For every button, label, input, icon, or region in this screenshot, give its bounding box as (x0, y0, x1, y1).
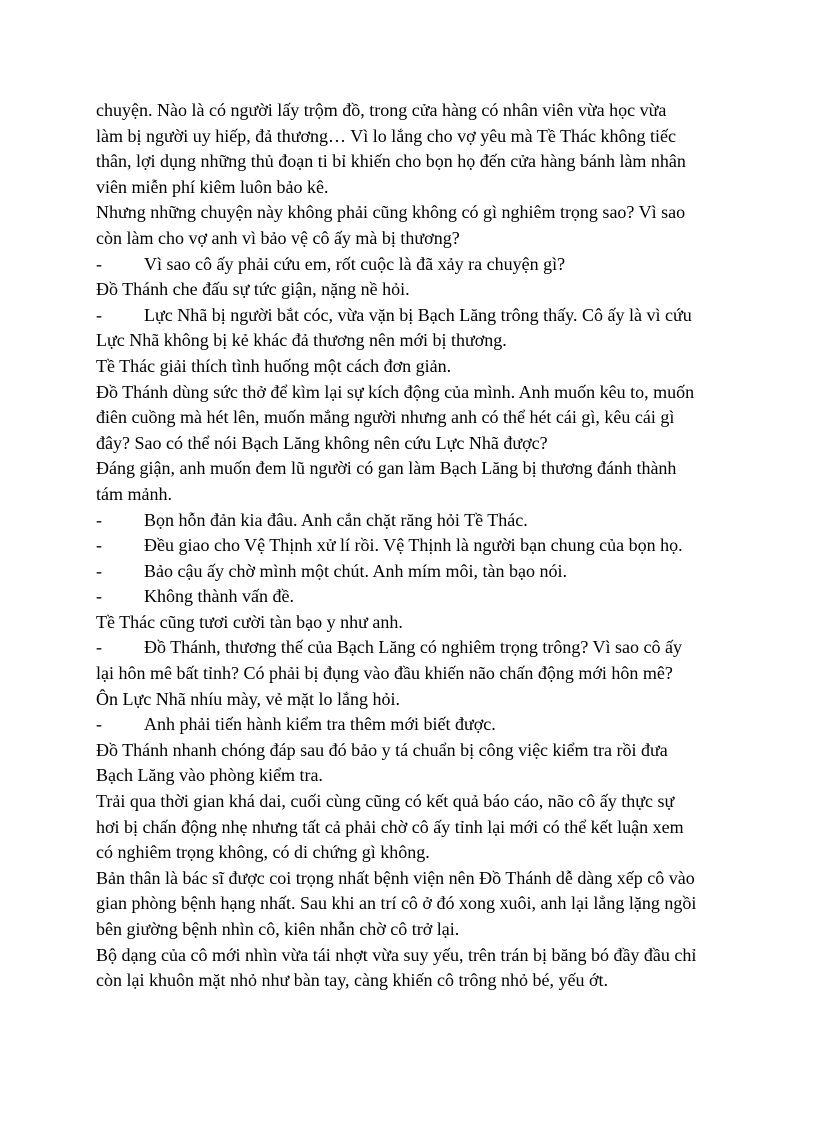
dialogue-line (96, 559, 736, 585)
line-text: Vì sao cô ấy phải cứu em, rốt cuộc là đã xảy ra chuyện gì? (144, 253, 566, 274)
dialogue-dash: - (96, 304, 102, 325)
dialogue-line (96, 533, 736, 559)
text-line (96, 968, 736, 994)
line-text: Đồ Thánh, thương thế của Bạch Lăng có nghiêm trọng trông? Vì sao cô ấy (144, 637, 682, 658)
text-line (96, 328, 736, 354)
text-line (96, 738, 736, 764)
line-text: Ôn Lực Nhã nhíu mày, vẻ mặt lo lắng hỏi. (96, 688, 401, 709)
text-line (96, 763, 736, 789)
line-text: tám mảnh. (96, 483, 172, 504)
line-text: Đồ Thánh dùng sức thở để kìm lại sự kích động của mình. Anh muốn kêu to, muốn (96, 381, 695, 402)
text-line (96, 431, 736, 457)
line-text: Đáng giận, anh muốn đem lũ người có gan làm Bạch Lăng bị thương đánh thành (96, 458, 677, 479)
text-line (96, 943, 736, 969)
document-page (96, 98, 736, 994)
line-text: Bản thân là bác sĩ được coi trọng nhất bệnh viện nên Đồ Thánh dễ dàng xếp cô vào (96, 867, 695, 888)
line-text: Đều giao cho Vệ Thịnh xử lí rồi. Vệ Thịnh là người bạn chung của bọn họ. (144, 535, 683, 556)
dialogue-dash: - (96, 714, 102, 735)
text-line (96, 277, 736, 303)
dialogue-line (96, 508, 736, 534)
text-line (96, 482, 736, 508)
line-text: điên cuồng mà hét lên, muốn mắng người nhưng anh có thể hét cái gì, kêu cái gì (96, 407, 675, 428)
line-text: Anh phải tiến hành kiểm tra thêm mới biết được. (144, 714, 496, 735)
dialogue-dash: - (96, 637, 102, 658)
line-text: Lực Nhã không bị kẻ khác đả thương nên mới bị thương. (96, 330, 507, 351)
line-text: Đồ Thánh nhanh chóng đáp sau đó bảo y tá chuẩn bị công việc kiểm tra rồi đưa (96, 739, 668, 760)
dialogue-dash: - (96, 535, 102, 556)
line-text: Không thành vấn đề. (144, 586, 294, 607)
dialogue-line (96, 584, 736, 610)
line-text: bên giường bệnh nhìn cô, kiên nhẫn chờ cô trở lại. (96, 919, 460, 939)
dialogue-line (96, 712, 736, 738)
line-text: còn lại khuôn mặt nhỏ như bàn tay, càng khiến cô trông nhỏ bé, yếu ớt. (96, 970, 608, 991)
line-text: Lực Nhã bị người bắt cóc, vừa vặn bị Bạch Lăng trông thấy. Cô ấy là vì cứu (144, 304, 692, 325)
text-line (96, 456, 736, 482)
line-text: Bọn hỗn đản kia đâu. Anh cắn chặt răng hỏi Tề Thác. (144, 509, 528, 530)
line-text: Bộ dạng của cô mới nhìn vừa tái nhợt vừa suy yếu, trên trán bị băng bó đầy đầu chỉ (96, 944, 697, 965)
text-line (96, 789, 736, 815)
line-text: có nghiêm trọng không, có di chứng gì không. (96, 842, 430, 863)
line-text: thân, lợi dụng những thủ đoạn ti bỉ khiến cho bọn họ đến cửa hàng bánh làm nhân (96, 151, 686, 172)
dialogue-line (96, 252, 736, 278)
text-line (96, 149, 736, 175)
text-line (96, 200, 736, 226)
line-text: Nhưng những chuyện này không phải cũng không có gì nghiêm trọng sao? Vì sao (96, 202, 686, 223)
text-line (96, 815, 736, 841)
line-text: làm bị người uy hiếp, đả thương… Vì lo lắng cho vợ yêu mà Tề Thác không tiếc (96, 125, 676, 146)
dialogue-dash: - (96, 509, 102, 530)
text-line (96, 354, 736, 380)
dialogue-line (96, 303, 736, 329)
line-text: đây? Sao có thể nói Bạch Lăng không nên cứu Lực Nhã được? (96, 432, 548, 453)
text-line (96, 124, 736, 150)
text-line (96, 380, 736, 406)
dialogue-dash: - (96, 253, 102, 274)
line-text: hơi bị chấn động nhẹ nhưng tất cả phải chờ cô ấy tỉnh lại mới có thể kết luận xem (96, 816, 684, 837)
text-line (96, 840, 736, 866)
text-line (96, 866, 736, 892)
line-text: Bạch Lăng vào phòng kiểm tra. (96, 765, 323, 786)
line-text: Tề Thác cũng tươi cười tàn bạo y như anh. (96, 611, 403, 632)
text-line (96, 175, 736, 201)
line-text: Tề Thác giải thích tình huống một cách đơn giản. (96, 355, 452, 376)
line-text: chuyện. Nào là có người lấy trộm đồ, trong cửa hàng có nhân viên vừa học vừa (96, 100, 667, 120)
line-text: gian phòng bệnh hạng nhất. Sau khi an trí cô ở đó xong xuôi, anh lại lẳng lặng ngồi (96, 893, 697, 914)
line-text: Bảo cậu ấy chờ mình một chút. Anh mím môi, tàn bạo nói. (144, 560, 567, 581)
line-text: Trải qua thời gian khá dai, cuối cùng cũng có kết quả báo cáo, não cô ấy thực sự (96, 791, 675, 812)
text-line (96, 687, 736, 713)
text-line (96, 226, 736, 252)
text-line (96, 610, 736, 636)
text-line (96, 405, 736, 431)
text-line (96, 661, 736, 687)
dialogue-dash: - (96, 586, 102, 607)
text-line (96, 917, 736, 943)
line-text: Đồ Thánh che đấu sự tức giận, nặng nề hỏi. (96, 279, 410, 300)
line-text: còn làm cho vợ anh vì bảo vệ cô ấy mà bị thương? (96, 227, 460, 248)
dialogue-line (96, 635, 736, 661)
text-line (96, 891, 736, 917)
line-text: viên miễn phí kiêm luôn bảo kê. (96, 176, 329, 197)
text-line (96, 98, 736, 124)
dialogue-dash: - (96, 560, 102, 581)
line-text: lại hôn mê bất tỉnh? Có phải bị đụng vào đầu khiến não chấn động mới hôn mê? (96, 663, 673, 684)
